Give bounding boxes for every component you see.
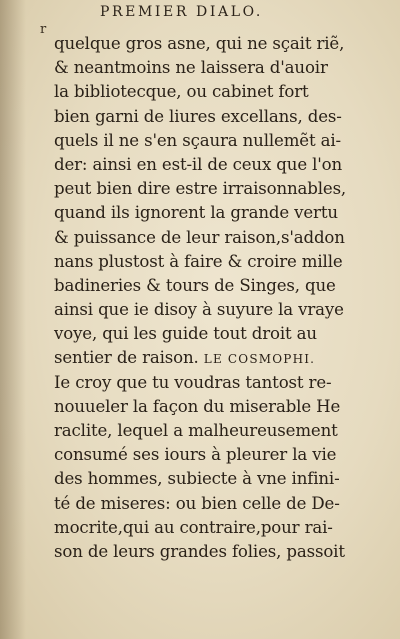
text-block	[54, 32, 372, 564]
text-line: té de miseres: ou bien celle de De-	[54, 493, 340, 513]
text-line: badineries & tours de Singes, que	[54, 275, 336, 295]
text-line: voye, qui les guide tout droit au	[54, 324, 317, 344]
text-line: la bibliotecque, ou cabinet fort	[54, 82, 309, 102]
text-line: son de leurs grandes folies, passoit	[54, 541, 345, 561]
text-line: & puissance de leur raison,s'addon	[54, 227, 345, 247]
running-head: PREMIER DIALO.	[100, 4, 263, 20]
text-line: nans plustost à faire & croire mille	[54, 251, 343, 271]
text-line: quels il ne s'en sçaura nullemẽt ai-	[54, 130, 341, 150]
text-line: consumé ses iours à pleurer la vie	[54, 445, 337, 465]
text-line: bien garni de liures excellans, des-	[54, 106, 342, 126]
text-line: mocrite,qui au contraire,pour rai-	[54, 517, 333, 537]
text-line: Ie croy que tu voudras tantost re-	[54, 372, 332, 392]
text-line: des hommes, subiecte à vne infini-	[54, 469, 340, 489]
text-line: ainsi que ie disoy à suyure la vraye	[54, 300, 344, 320]
text-line: raclite, lequel a malheureusement	[54, 421, 338, 440]
text-line: quand ils ignorent la grande vertu	[54, 203, 338, 223]
text-line: peut bien dire estre irraisonnables,	[54, 179, 347, 199]
speaker-label: LE COSMOPHI.	[203, 352, 316, 367]
text-line-with-speaker	[54, 346, 372, 370]
corner-mark: r	[40, 22, 47, 37]
text-line: sentier de raison.	[54, 348, 199, 368]
text-line: quelque gros asne, qui ne sçait riẽ,	[54, 34, 345, 53]
text-line: nouueler la façon du miserable He	[54, 396, 341, 416]
gutter-shadow	[0, 0, 26, 639]
text-line: & neantmoins ne laissera d'auoir	[54, 58, 328, 78]
text-line: der: ainsi en est-il de ceux que l'on	[54, 154, 343, 174]
